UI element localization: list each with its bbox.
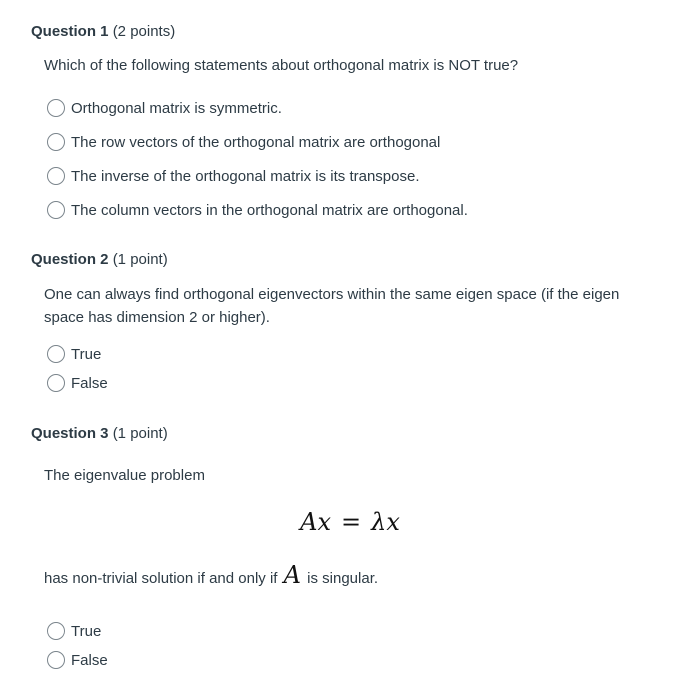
radio-button[interactable] xyxy=(47,201,65,219)
question-2-points: (1 point) xyxy=(112,251,168,268)
radio-button[interactable] xyxy=(47,133,65,151)
radio-button[interactable] xyxy=(47,374,65,392)
q1-option-1[interactable] xyxy=(47,99,282,117)
text-after-prefix: has non-trivial solution if and only if xyxy=(44,570,278,587)
question-2-header xyxy=(31,251,168,268)
text-after-suffix: is singular. xyxy=(307,570,379,587)
option-label: False xyxy=(71,651,108,669)
q2-option-true[interactable] xyxy=(47,345,101,363)
option-label: True xyxy=(71,622,102,640)
option-label: The inverse of the orthogonal matrix is its transpose. xyxy=(71,167,420,185)
question-2-text: One can always find orthogonal eigenvectors within the same eigen space (if the eigen space has dimension 2 or higher). xyxy=(44,286,620,326)
radio-button[interactable] xyxy=(47,167,65,185)
option-label: The row vectors of the orthogonal matrix are orthogonal xyxy=(71,133,441,151)
q3-option-true[interactable] xyxy=(47,622,101,640)
q1-option-2[interactable] xyxy=(47,133,440,151)
question-1-header xyxy=(31,23,175,40)
equation-lhs: Ax xyxy=(300,508,331,536)
option-label: True xyxy=(71,345,102,363)
question-1-text: Which of the following statements about orthogonal matrix is NOT true? xyxy=(44,57,519,74)
option-label: False xyxy=(71,374,108,392)
inline-math-symbol: A xyxy=(283,561,301,589)
q1-option-4[interactable] xyxy=(47,201,468,219)
question-1-points: (2 points) xyxy=(112,23,176,40)
radio-button[interactable] xyxy=(47,651,65,669)
q3-option-false[interactable] xyxy=(47,651,108,669)
option-label: Orthogonal matrix is symmetric. xyxy=(71,99,282,117)
q2-option-false[interactable] xyxy=(47,374,108,392)
question-3-header xyxy=(31,425,168,442)
q1-option-3[interactable] xyxy=(47,167,420,185)
option-label: The column vectors in the orthogonal matrix are orthogonal. xyxy=(71,201,468,219)
radio-button[interactable] xyxy=(47,622,65,640)
radio-button[interactable] xyxy=(47,345,65,363)
equation xyxy=(0,508,700,536)
question-3-title: Question 3 xyxy=(31,425,109,442)
radio-button[interactable] xyxy=(47,99,65,117)
question-3-points: (1 point) xyxy=(112,425,168,442)
question-3-text-after xyxy=(44,561,644,590)
equation-rhs: λx xyxy=(371,508,400,536)
equation-operator: = xyxy=(341,508,362,536)
question-2-title: Question 2 xyxy=(31,251,109,268)
question-1-title: Question 1 xyxy=(31,23,109,40)
question-3-text: The eigenvalue problem xyxy=(44,467,205,484)
